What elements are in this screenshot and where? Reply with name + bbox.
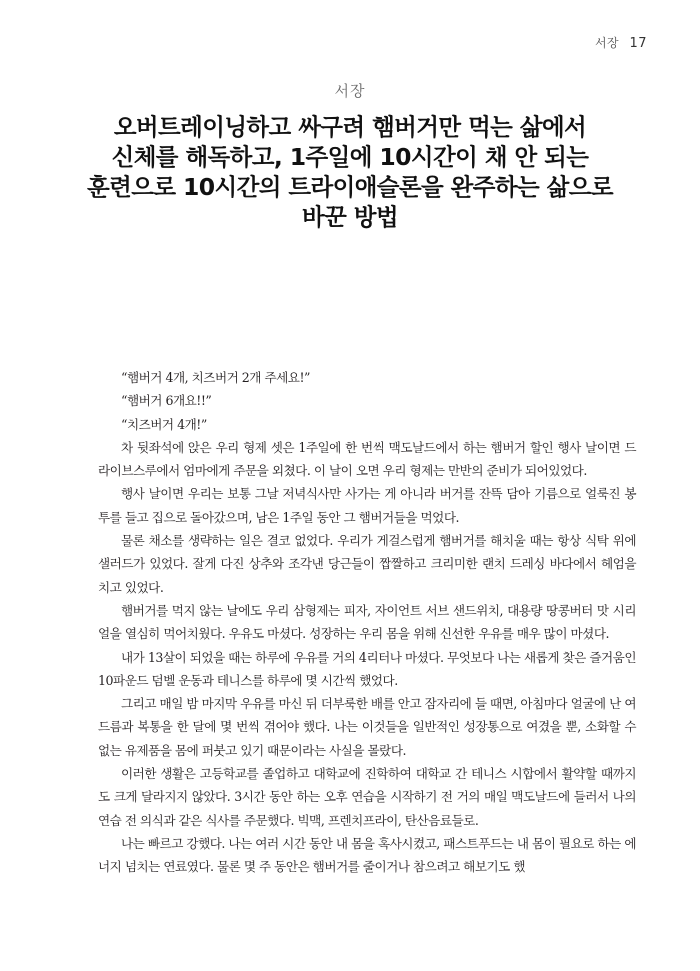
body-paragraph: 행사 날이면 우리는 보통 그날 저녁식사만 사가는 게 아니라 버거를 잔뜩 담아 기름으로 얼룩진 봉투를 들고 집으로 돌아갔으며, 남은 1주일 동안 그 햄버거들을 먹었다. [98, 486, 636, 525]
body-paragraph: “햄버거 4개, 치즈버거 2개 주세요!” [121, 370, 310, 385]
chapter-title-line: 신체를 해독하고, 1주일에 10시간이 채 안 되는 [111, 143, 589, 171]
chapter-label: 서장 [334, 82, 366, 100]
running-header-title: 서장 [594, 36, 620, 50]
body-paragraph: “치즈버거 4개!” [121, 416, 207, 432]
body-paragraph: 내가 13살이 되었을 때는 하루에 우유를 거의 4리터나 마셨다. 무엇보다 나는 새롭게 찾은 즐거움인 10파운드 덤벨 운동과 테니스를 하루에 몇 시간씩 했었다. [98, 649, 636, 688]
page-number: 17 [629, 36, 647, 51]
running-header [595, 34, 647, 51]
body-paragraph: 이러한 생활은 고등학교를 졸업하고 대학교에 진학하여 대학교 간 테니스 시합에서 활약할 때까지도 크게 달라지지 않았다. 3시간 동안 하는 오후 연습을 시작하기 전 거의 매일 맥도날드에 들러서 나의 연습 전 의식과 같은 식사를 주문했다. 빅맥, 프렌치프라이, 탄산음료들로. [98, 766, 636, 828]
chapter-title-line: 바꾼 방법 [302, 203, 398, 231]
body-paragraph: “햄버거 6개요!!” [121, 393, 212, 409]
body-paragraph: 그리고 매일 밤 마지막 우유를 마신 뒤 더부룩한 배를 안고 잠자리에 들 때면, 아침마다 얼굴에 난 여드름과 복통을 한 달에 몇 번씩 겪어야 했다. 나는 이것들을 일반적인 성장통으로 여겼을 뿐, 소화할 수 없는 유제품을 몸에 퍼붓고 있기 때문이라는 사실을 몰랐다. [98, 696, 636, 758]
chapter-title [0, 112, 700, 232]
body-paragraph: 물론 채소를 생략하는 일은 결코 없었다. 우리가 게걸스럽게 햄버거를 해치울 때는 항상 식탁 위에 샐러드가 있었다. 잘게 다진 상추와 조각낸 당근들이 짭짤하고 크리미한 랜치 드레싱 바다에서 헤엄을 치고 있었다. [98, 533, 636, 595]
body-paragraph: 나는 빠르고 강했다. 나는 여러 시간 동안 내 몸을 혹사시켰고, 패스트푸드는 내 몸이 필요로 하는 에너지 넘치는 연료였다. 물론 몇 주 동안은 햄버거를 줄이거나 참으려고 해보기도 했 [98, 835, 636, 875]
body-text [98, 366, 636, 879]
body-paragraph: 차 뒷좌석에 앉은 우리 형제 셋은 1주일에 한 번씩 맥도날드에서 하는 햄버거 할인 행사 날이면 드라이브스루에서 엄마에게 주문을 외쳤다. 이 날이 오면 우리 형제는 만반의 준비가 되어있었다. [98, 439, 636, 479]
chapter-title-line: 훈련으로 10시간의 트라이애슬론을 완주하는 삶으로 [87, 173, 613, 201]
body-paragraph: 햄버거를 먹지 않는 날에도 우리 삼형제는 피자, 자이언트 서브 샌드위치, 대용량 땅콩버터 맛 시리얼을 열심히 먹어치웠다. 우유도 마셨다. 성장하는 우리 몸을 위해 신선한 우유를 매우 많이 마셨다. [98, 602, 636, 642]
chapter-title-line: 오버트레이닝하고 싸구려 햄버거만 먹는 삶에서 [113, 113, 587, 141]
